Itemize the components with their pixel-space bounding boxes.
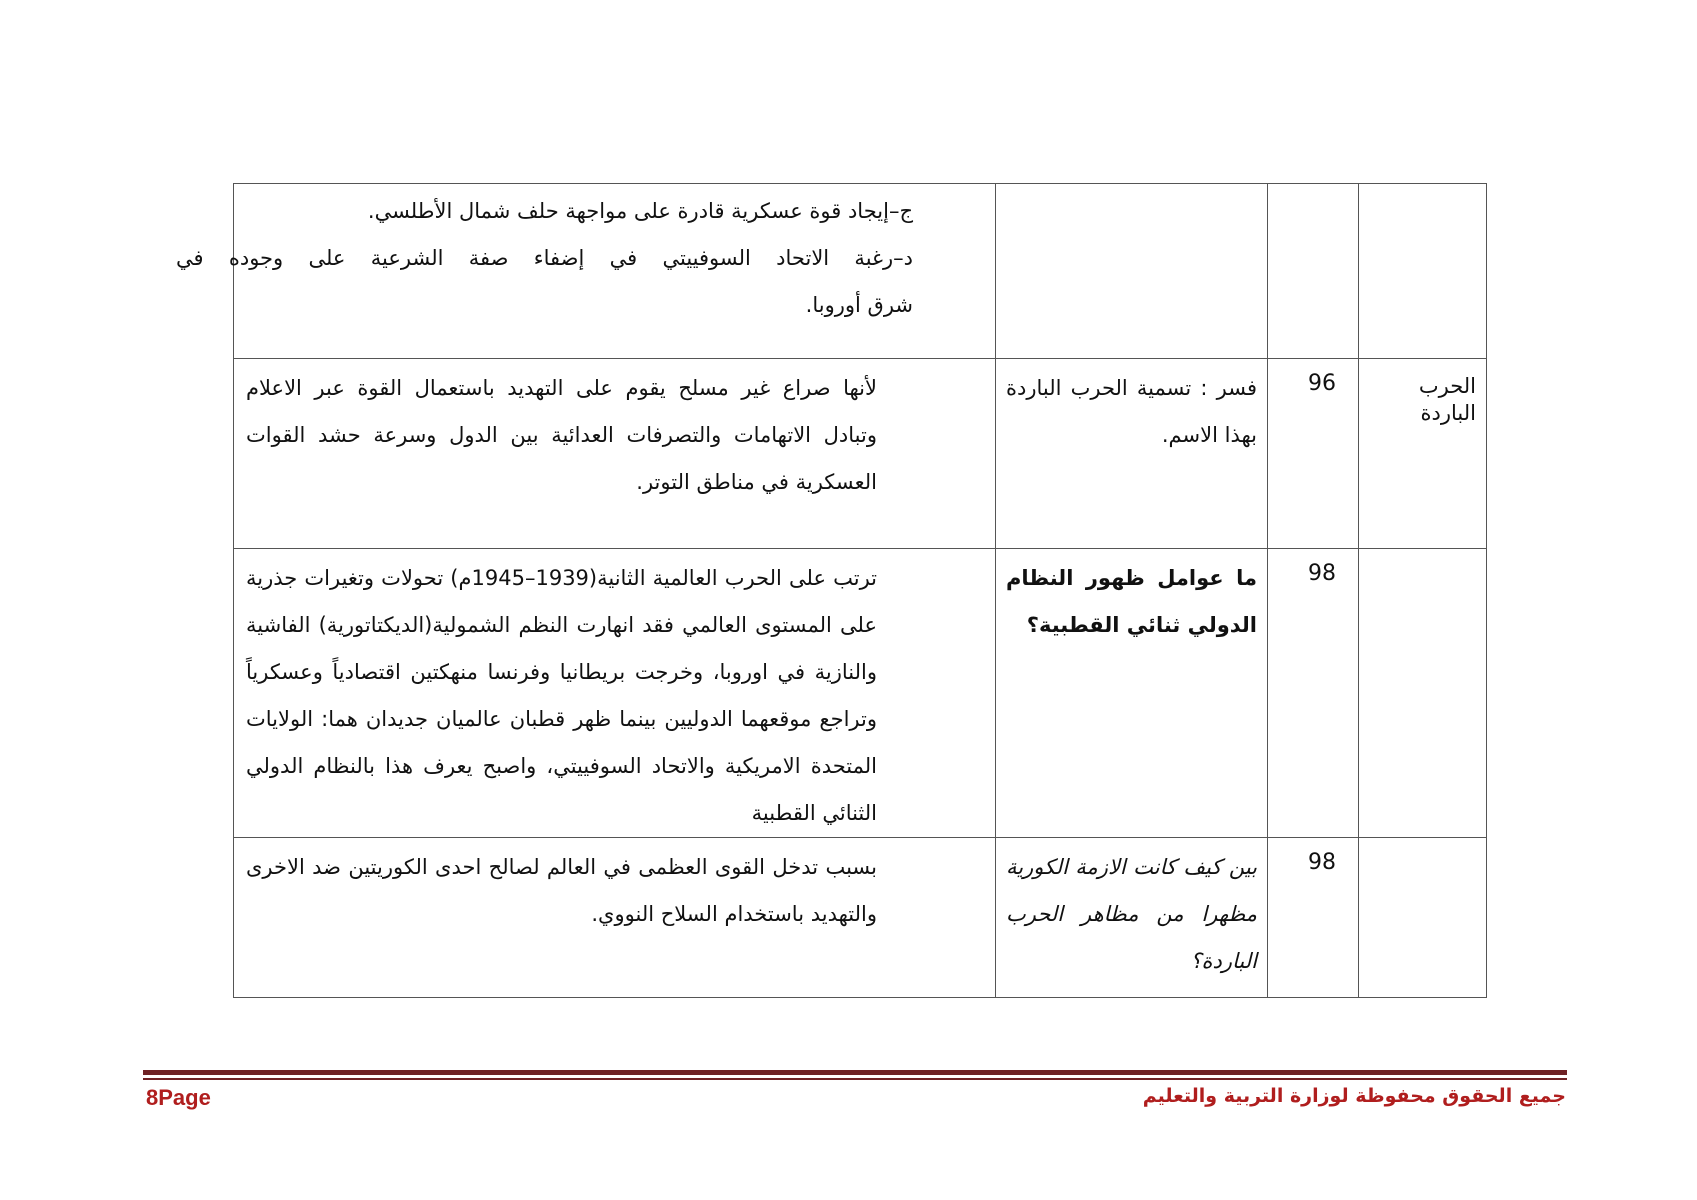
- question-number: 98: [1268, 838, 1359, 998]
- table-row: [234, 359, 1487, 549]
- answer-cell: [176, 184, 996, 359]
- question-number: [1268, 184, 1359, 359]
- topic-cell: [1359, 838, 1487, 998]
- answer-cell: بسبب تدخل القوى العظمى في العالم لصالح احدى الكوريتين ضد الاخرى والتهديد باستخدام السلاح النووي.: [234, 838, 996, 998]
- footer-divider-thin: [143, 1078, 1567, 1080]
- question-cell: بين كيف كانت الازمة الكورية مظهرا من مظاهر الحرب الباردة؟: [996, 838, 1268, 998]
- footer-divider: [143, 1070, 1567, 1075]
- answer-line: د–رغبة الاتحاد السوفييتي في إضفاء صفة الشرعية على وجوده في: [176, 246, 913, 270]
- page-number: 8Page: [146, 1085, 211, 1110]
- answer-cell: لأنها صراع غير مسلح يقوم على التهديد باستعمال القوة عبر الاعلام وتبادل الاتهامات والتصرفات العدائية بين الدول وسرعة حشد القوات العسكرية في مناطق التوتر.: [234, 359, 996, 549]
- question-cell: فسر : تسمية الحرب الباردة بهذا الاسم.: [996, 359, 1268, 549]
- question-number: 96: [1268, 359, 1359, 549]
- table-row: [234, 184, 1487, 359]
- copyright-notice: جميع الحقوق محفوظة لوزارة التربية والتعليم: [1142, 1085, 1566, 1107]
- answer-line: شرق أوروبا.: [805, 293, 913, 317]
- answer-cell: ترتب على الحرب العالمية الثانية(1939–1945م) تحولات وتغيرات جذرية على المستوى العالمي فقد انهارت النظم الشمولية(الديكتاتورية) الفاشية والنازية في اوروبا، وخرجت بريطانيا وفرنسا منهكتين اقتصادياً وعسكرياً وتراجع موقعهما الدوليين بينما ظهر قطبان عالميان جديدان هما: الولايات المتحدة الامريكية والاتحاد السوفييتي، واصبح يعرف هذا بالنظام الدولي الثنائي القطبية: [234, 549, 996, 838]
- topic-cell: [1359, 184, 1487, 359]
- answer-line: ج–إيجاد قوة عسكرية قادرة على مواجهة حلف شمال الأطلسي.: [367, 199, 913, 223]
- table-row: [234, 549, 1487, 838]
- question-number: 98: [1268, 549, 1359, 838]
- question-cell: [996, 184, 1268, 359]
- table-row: [234, 838, 1487, 998]
- topic-cell: الحرب الباردة: [1359, 359, 1487, 549]
- question-cell: ما عوامل ظهور النظام الدولي ثنائي القطبية؟: [996, 549, 1268, 838]
- content-table: [176, 183, 1487, 998]
- topic-cell: [1359, 549, 1487, 838]
